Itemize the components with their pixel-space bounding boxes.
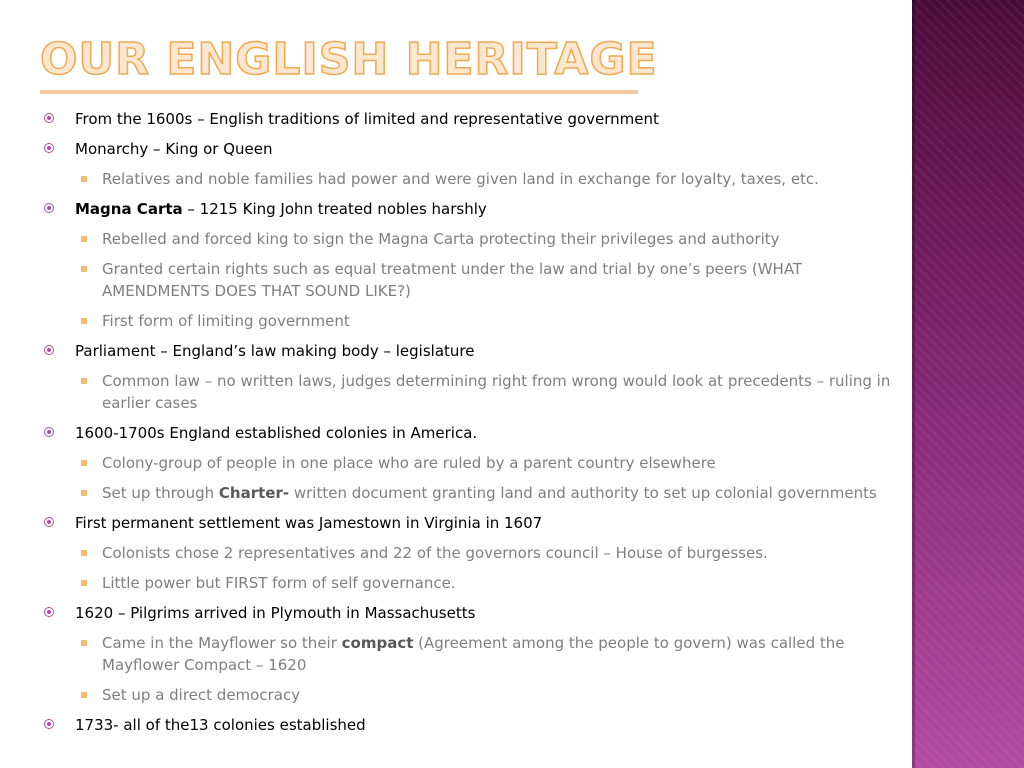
bullet-text: 1600-1700s England established colonies in America. <box>75 424 478 442</box>
list-item <box>44 512 904 594</box>
sub-bullet-text: Set up a direct democracy <box>102 686 301 704</box>
sub-list <box>75 632 904 706</box>
square-bullet-icon <box>81 580 87 586</box>
slide-title: OUR ENGLISH HERITAGE <box>40 34 658 85</box>
sub-bullet-text: Colony-group of people in one place who are ruled by a parent country elsewhere <box>102 454 716 472</box>
sub-list <box>75 452 904 504</box>
sub-list-item <box>72 370 904 414</box>
circle-bullet-icon <box>44 113 54 123</box>
list-item <box>44 108 904 130</box>
circle-bullet-icon <box>44 143 54 153</box>
list-item <box>44 138 904 190</box>
sub-list-item <box>72 684 904 706</box>
list-item <box>44 422 904 504</box>
sub-list-item <box>72 542 904 564</box>
bullet-list <box>44 108 904 744</box>
circle-bullet-icon <box>44 719 54 729</box>
sub-list <box>75 228 904 332</box>
charter-term: Charter- <box>218 484 290 502</box>
list-item <box>44 714 904 736</box>
circle-bullet-icon <box>44 607 54 617</box>
sub-list-item <box>72 632 904 676</box>
bullet-text: Parliament – England’s law making body – legislature <box>75 342 475 360</box>
square-bullet-icon <box>81 490 87 496</box>
sub-bullet-text: Common law – no written laws, judges determining right from wrong would look at precedents – ruling in earlier cases <box>102 372 891 412</box>
sub-bullet-text: Relatives and noble families had power and were given land in exchange for loyalty, taxes, etc. <box>102 170 819 188</box>
list-item <box>44 198 904 332</box>
square-bullet-icon <box>81 266 87 272</box>
sub-bullet-text: Set up through <box>102 484 219 502</box>
sub-bullet-text: (Agreement among the people to govern) was called the Mayflower Compact – 1620 <box>102 634 845 674</box>
square-bullet-icon <box>81 460 87 466</box>
sub-bullet-text: written document granting land and authority to set up colonial governments <box>289 484 877 502</box>
square-bullet-icon <box>81 176 87 182</box>
decorative-side-band <box>912 0 1024 768</box>
bullet-lead-bold: Magna Carta <box>75 200 183 218</box>
sub-bullet-text: Granted certain rights such as equal treatment under the law and trial by one’s peers (WHAT AMENDMENTS DOES THAT SOUND LIKE?) <box>102 260 803 300</box>
sub-list-item <box>72 168 904 190</box>
circle-bullet-icon <box>44 203 54 213</box>
list-item <box>44 602 904 706</box>
bullet-text: 1733- all of the13 colonies established <box>75 716 366 734</box>
sub-list-item <box>72 228 904 250</box>
square-bullet-icon <box>81 640 87 646</box>
sub-bullet-text: Rebelled and forced king to sign the Magna Carta protecting their privileges and authority <box>102 230 780 248</box>
sub-list-item <box>72 572 904 594</box>
square-bullet-icon <box>81 236 87 242</box>
sub-bullet-text: First form of limiting government <box>102 312 350 330</box>
sub-list-item <box>72 452 904 474</box>
sub-list-item <box>72 310 904 332</box>
compact-term: compact <box>341 634 414 652</box>
sub-list-item <box>72 258 904 302</box>
sub-bullet-text: Colonists chose 2 representatives and 22 of the governors council – House of burgesses. <box>102 544 768 562</box>
circle-bullet-icon <box>44 517 54 527</box>
square-bullet-icon <box>81 692 87 698</box>
bullet-text: First permanent settlement was Jamestown in Virginia in 1607 <box>75 514 543 532</box>
sub-list-item <box>72 482 904 504</box>
circle-bullet-icon <box>44 345 54 355</box>
bullet-text: From the 1600s – English traditions of limited and representative government <box>75 110 659 128</box>
sub-bullet-text: Came in the Mayflower so their <box>102 634 342 652</box>
circle-bullet-icon <box>44 427 54 437</box>
list-item <box>44 340 904 414</box>
sub-list <box>75 370 904 414</box>
bullet-text: – 1215 King John treated nobles harshly <box>182 200 487 218</box>
sub-bullet-text: Little power but FIRST form of self governance. <box>102 574 456 592</box>
sub-list <box>75 542 904 594</box>
square-bullet-icon <box>81 318 87 324</box>
square-bullet-icon <box>81 550 87 556</box>
square-bullet-icon <box>81 378 87 384</box>
sub-list <box>75 168 904 190</box>
bullet-text: Monarchy – King or Queen <box>75 140 273 158</box>
title-underline <box>40 90 638 94</box>
bullet-text: 1620 – Pilgrims arrived in Plymouth in Massachusetts <box>75 604 476 622</box>
